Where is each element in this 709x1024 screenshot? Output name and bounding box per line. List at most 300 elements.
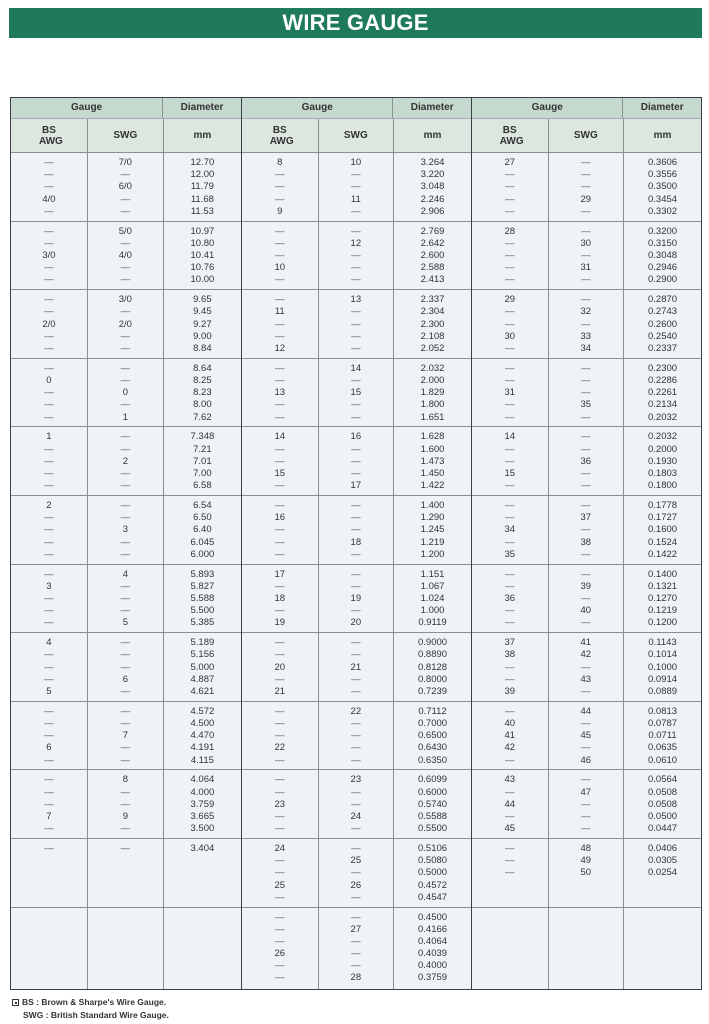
bs-awg-cell: — [44, 181, 54, 193]
swg-cell-column [87, 427, 163, 495]
diameter-cell-column [163, 222, 241, 290]
diameter-cell: 0.6099 [418, 774, 448, 786]
bs-awg-cell: — [44, 387, 54, 399]
diameter-cell-column [163, 633, 241, 701]
diameter-cell: 10.00 [190, 274, 215, 286]
swg-header: SWG [318, 119, 394, 152]
gauge-header: Gauge [301, 102, 333, 113]
bs-awg-cell-column [472, 633, 548, 701]
bs-awg-cell: — [275, 810, 285, 822]
swg-cell: — [120, 193, 131, 205]
swg-cell-column [318, 153, 394, 221]
bs-awg-cell: — [275, 536, 285, 548]
swg-header: SWG [548, 119, 624, 152]
diameter-cell: 0.1800 [647, 480, 678, 492]
diameter-cell: 0.3150 [647, 237, 678, 249]
swg-cell: 8 [122, 774, 128, 786]
swg-cell: — [351, 637, 361, 649]
bs-awg-cell: 4 [46, 637, 52, 649]
swg-cell-column [318, 770, 394, 838]
diameter-cell: 0.8000 [418, 673, 448, 685]
bs-awg-cell: — [44, 306, 54, 318]
diameter-cell: 0.3759 [418, 972, 448, 984]
bs-awg-cell: — [505, 455, 515, 467]
swg-cell: — [351, 935, 361, 947]
diameter-cell: 12.00 [190, 169, 215, 181]
diameter-cell-column [623, 153, 701, 221]
bs-awg-cell: 43 [504, 774, 516, 786]
bs-awg-cell: 10 [274, 262, 286, 274]
bs-awg-cell: — [275, 823, 285, 835]
swg-cell-column [548, 839, 624, 907]
table-row-group [242, 770, 471, 839]
diameter-cell: 0.1524 [647, 536, 678, 548]
bs-awg-cell-column [472, 153, 548, 221]
bs-awg-cell: 24 [274, 842, 286, 854]
bs-awg-cell: 16 [274, 512, 286, 524]
swg-cell: — [581, 274, 591, 286]
swg-cell: — [581, 548, 591, 560]
bs-awg-cell: — [275, 411, 285, 423]
mm-header: mm [163, 119, 241, 152]
swg-cell: 33 [580, 330, 592, 342]
diameter-cell: 0.1200 [647, 617, 678, 629]
bs-awg-cell: — [275, 480, 285, 492]
swg-cell: — [581, 169, 591, 181]
diameter-cell-column [163, 153, 241, 221]
diameter-cell: 2.413 [420, 274, 445, 286]
swg-cell: 15 [350, 387, 362, 399]
swg-header: SWG [87, 119, 163, 152]
table-row-group [242, 908, 471, 989]
bs-awg-cell-column [11, 565, 87, 633]
diameter-cell: 3.220 [420, 169, 445, 181]
diameter-cell: 0.6350 [418, 754, 448, 766]
bs-awg-cell: — [44, 169, 54, 181]
swg-cell: 31 [580, 262, 592, 274]
diameter-cell: 7.62 [193, 411, 212, 423]
bs-awg-cell: 9 [277, 205, 283, 217]
diameter-cell: 12.70 [190, 157, 215, 168]
bs-awg-cell-column [11, 427, 87, 495]
swg-cell: 9 [122, 810, 128, 822]
bs-awg-cell-column [11, 153, 87, 221]
bs-awg-cell: — [44, 661, 54, 673]
bs-awg-cell: — [44, 480, 54, 492]
swg-cell: — [351, 499, 361, 511]
swg-cell: 45 [580, 730, 592, 742]
bs-awg-cell: — [44, 205, 54, 217]
diameter-cell: 2.108 [420, 330, 445, 342]
swg-cell-column [548, 427, 624, 495]
diameter-cell: 0.5740 [418, 798, 448, 810]
bs-awg-cell: — [505, 480, 515, 492]
swg-cell: 50 [580, 867, 592, 879]
bs-awg-cell: — [505, 262, 515, 274]
diameter-cell: 0.7239 [418, 685, 448, 697]
bs-awg-cell: — [44, 157, 54, 168]
diameter-cell: 0.0813 [647, 705, 678, 717]
bs-awg-cell-column [11, 908, 87, 989]
swg-cell-column [548, 633, 624, 701]
bs-awg-cell-column [242, 908, 318, 989]
swg-cell: — [581, 443, 591, 455]
swg-cell: — [581, 774, 591, 786]
bs-awg-cell: 6 [46, 742, 52, 754]
swg-cell: — [581, 717, 591, 729]
diameter-cell: 0.0635 [647, 742, 678, 754]
diameter-cell: 0.4547 [418, 891, 448, 903]
bs-awg-cell-column [242, 839, 318, 907]
bs-awg-cell: — [44, 411, 54, 423]
diameter-cell: 0.0447 [647, 823, 678, 835]
diameter-cell: 0.0305 [647, 855, 678, 867]
diameter-cell: 0.3302 [647, 205, 678, 217]
swg-cell: — [581, 810, 591, 822]
bs-awg-cell: — [275, 330, 285, 342]
bs-awg-cell: 25 [274, 879, 286, 891]
bs-awg-cell: — [505, 237, 515, 249]
bs-awg-cell-column [472, 770, 548, 838]
swg-cell: — [351, 605, 361, 617]
header-row-top [11, 98, 241, 119]
diameter-cell: 0.3556 [647, 169, 678, 181]
swg-cell-column [548, 908, 624, 989]
bs-awg-cell: 21 [274, 685, 286, 697]
diameter-header: Diameter [392, 98, 471, 118]
swg-cell: 12 [350, 237, 362, 249]
swg-cell: — [581, 318, 591, 330]
swg-cell: — [581, 411, 591, 423]
bs-awg-cell: 19 [274, 617, 286, 629]
swg-cell: — [120, 274, 131, 286]
bs-awg-cell: 17 [274, 568, 286, 580]
bs-awg-cell: — [44, 399, 54, 411]
diameter-cell: 9.27 [193, 318, 212, 330]
swg-cell: — [351, 399, 361, 411]
swg-cell: 43 [580, 673, 592, 685]
swg-cell: — [120, 798, 131, 810]
bs-awg-cell: — [44, 330, 54, 342]
bs-awg-cell: — [505, 512, 515, 524]
swg-cell: 21 [350, 661, 362, 673]
bs-awg-header: BS AWG [38, 124, 63, 147]
table-row-group [472, 565, 701, 634]
swg-cell: — [351, 306, 361, 318]
diameter-cell: 0.2337 [647, 342, 678, 354]
swg-cell-column [87, 222, 163, 290]
table-row-group [242, 153, 471, 222]
swg-cell-column [548, 496, 624, 564]
diameter-cell: 10.76 [190, 262, 215, 274]
bs-awg-cell: — [44, 548, 54, 560]
diameter-cell: 2.000 [420, 374, 445, 386]
swg-cell: — [120, 480, 131, 492]
swg-cell: — [351, 274, 361, 286]
bs-awg-cell: — [275, 294, 285, 306]
bs-awg-cell: 36 [504, 592, 516, 604]
diameter-cell: 4.191 [190, 742, 215, 754]
swg-cell: — [120, 605, 131, 617]
diameter-cell: 4.500 [190, 717, 215, 729]
diameter-cell: 3.665 [190, 810, 215, 822]
diameter-cell-column [163, 565, 241, 633]
swg-cell: — [120, 661, 131, 673]
bs-awg-cell: — [275, 580, 285, 592]
swg-cell-column [548, 153, 624, 221]
diameter-cell: 3.048 [420, 181, 445, 193]
swg-cell: — [351, 823, 361, 835]
bs-awg-cell: — [505, 193, 515, 205]
bs-awg-cell-column [472, 290, 548, 358]
diameter-cell: 1.067 [420, 580, 445, 592]
swg-cell: — [120, 262, 131, 274]
bs-awg-cell: — [275, 318, 285, 330]
diameter-cell-column [163, 770, 241, 838]
swg-cell: 3/0 [118, 294, 132, 306]
swg-cell: — [351, 169, 361, 181]
swg-cell: — [581, 205, 591, 217]
diameter-cell: 0.0889 [647, 685, 678, 697]
bs-awg-cell-column [11, 496, 87, 564]
diameter-cell: 0.5080 [418, 855, 448, 867]
diameter-cell: 1.450 [420, 467, 445, 479]
bs-awg-cell: — [505, 399, 515, 411]
diameter-cell: 0.4064 [418, 935, 448, 947]
table-row-group [472, 839, 701, 908]
diameter-cell: 10.80 [190, 237, 215, 249]
diameter-cell: 0.9119 [418, 617, 447, 629]
swg-cell: 2 [122, 455, 128, 467]
swg-cell: — [351, 548, 361, 560]
swg-cell: 6 [122, 673, 128, 685]
diameter-cell: 5.189 [190, 637, 215, 649]
swg-cell: — [120, 786, 131, 798]
bs-awg-cell: — [275, 960, 285, 972]
bs-awg-cell: — [505, 411, 515, 423]
footnote-bs: BS : Brown & Sharpe's Wire Gauge. [22, 997, 167, 1007]
bs-awg-cell: — [505, 810, 515, 822]
table-row-group [242, 702, 471, 771]
footnote [12, 996, 169, 1022]
mm-header: mm [393, 119, 471, 152]
diameter-cell: 0.7112 [418, 705, 447, 717]
swg-cell: — [351, 342, 361, 354]
diameter-cell: 7.21 [193, 443, 212, 455]
swg-cell: 22 [350, 705, 362, 717]
diameter-cell: 3.500 [190, 823, 215, 835]
bs-awg-cell: 41 [504, 730, 516, 742]
swg-cell: 3 [122, 524, 128, 536]
bs-awg-cell: — [44, 443, 54, 455]
swg-cell: — [581, 387, 591, 399]
diameter-cell: 0.1000 [647, 661, 678, 673]
bs-awg-cell: — [275, 274, 285, 286]
swg-cell: — [120, 823, 131, 835]
swg-cell-column [548, 359, 624, 427]
bs-awg-cell: — [505, 443, 515, 455]
sub-table-3 [471, 98, 701, 989]
diameter-cell: 0.2000 [647, 443, 678, 455]
bs-awg-cell: — [275, 548, 285, 560]
bs-awg-cell: — [505, 306, 515, 318]
table-row-group [11, 290, 241, 359]
diameter-header: Diameter [622, 98, 701, 118]
swg-cell: — [120, 649, 131, 661]
swg-cell-column [548, 770, 624, 838]
diameter-cell: 2.300 [420, 318, 445, 330]
bs-awg-cell: 15 [274, 467, 286, 479]
bs-awg-cell: — [505, 754, 515, 766]
diameter-cell-column [163, 702, 241, 770]
diameter-cell: 8.64 [193, 362, 212, 374]
swg-cell: 41 [580, 637, 592, 649]
swg-cell: 19 [350, 592, 362, 604]
swg-cell: — [581, 480, 591, 492]
bs-awg-cell: — [275, 786, 285, 798]
swg-cell: 24 [350, 810, 362, 822]
bs-awg-cell: 39 [504, 685, 516, 697]
diameter-cell: 0.6430 [418, 742, 448, 754]
swg-cell: — [351, 842, 361, 854]
bs-awg-cell: — [505, 855, 515, 867]
swg-cell: — [351, 443, 361, 455]
diameter-cell: 0.0564 [647, 774, 678, 786]
bs-awg-cell: 3 [46, 580, 52, 592]
bs-awg-cell: — [505, 274, 515, 286]
diameter-cell-column [623, 496, 701, 564]
swg-cell: — [120, 592, 131, 604]
diameter-cell: 8.23 [193, 387, 212, 399]
table-row-group [11, 702, 241, 771]
swg-cell: — [120, 705, 131, 717]
swg-cell: 36 [580, 455, 592, 467]
bs-awg-cell-column [472, 702, 548, 770]
swg-cell: 4/0 [118, 249, 132, 261]
diameter-cell-column [393, 702, 471, 770]
swg-cell: — [351, 318, 361, 330]
diameter-cell: 5.000 [190, 661, 215, 673]
swg-cell: — [351, 205, 361, 217]
diameter-cell: 0.0406 [647, 842, 678, 854]
swg-cell: — [351, 742, 361, 754]
bs-awg-cell: — [275, 867, 285, 879]
swg-cell: — [351, 181, 361, 193]
bs-awg-cell: — [505, 342, 515, 354]
swg-cell: — [351, 580, 361, 592]
diameter-cell-column [393, 839, 471, 907]
swg-cell: — [351, 467, 361, 479]
swg-cell: 25 [350, 855, 362, 867]
bs-awg-cell: 4/0 [42, 193, 56, 205]
bs-awg-cell: — [505, 661, 515, 673]
header-row-bottom [472, 119, 701, 153]
swg-cell: 37 [580, 512, 592, 524]
diameter-cell: 1.219 [420, 536, 445, 548]
bs-awg-cell-column [242, 496, 318, 564]
diameter-cell: 0.4166 [418, 923, 448, 935]
swg-cell: — [351, 455, 361, 467]
swg-cell-column [548, 222, 624, 290]
diameter-cell: 1.151 [420, 568, 445, 580]
swg-cell: 18 [350, 536, 362, 548]
bs-awg-cell: 8 [277, 157, 283, 168]
bs-awg-cell-column [472, 222, 548, 290]
diameter-cell-column [163, 427, 241, 495]
swg-cell: 4 [122, 568, 128, 580]
bs-awg-cell: — [505, 181, 515, 193]
diameter-cell: 2.032 [420, 362, 445, 374]
swg-cell-column [87, 633, 163, 701]
bs-awg-cell: 5 [46, 685, 52, 697]
bs-awg-header: BS AWG [269, 124, 294, 147]
sub-tables [11, 98, 701, 989]
diameter-cell: 8.84 [193, 342, 212, 354]
swg-cell: 23 [350, 774, 362, 786]
diameter-cell: 0.2743 [647, 306, 678, 318]
table-row-group [472, 908, 701, 989]
table-row-group [242, 565, 471, 634]
bs-awg-cell: — [44, 717, 54, 729]
bs-awg-cell-column [472, 839, 548, 907]
diameter-cell: 9.00 [193, 330, 212, 342]
swg-cell: 49 [580, 855, 592, 867]
bs-awg-cell: — [505, 605, 515, 617]
diameter-cell: 1.600 [420, 443, 445, 455]
diameter-cell-column [393, 770, 471, 838]
bs-awg-cell: 28 [504, 225, 516, 237]
swg-cell-column [87, 359, 163, 427]
diameter-cell: 6.54 [193, 499, 212, 511]
bs-awg-cell: — [275, 705, 285, 717]
table-row-group [472, 633, 701, 702]
diameter-cell: 0.3200 [647, 225, 678, 237]
diameter-cell: 1.628 [420, 431, 445, 443]
bs-awg-cell: — [505, 205, 515, 217]
swg-cell: 39 [580, 580, 592, 592]
bs-awg-cell-column [242, 770, 318, 838]
diameter-cell: 8.00 [193, 399, 212, 411]
bs-awg-cell: — [275, 673, 285, 685]
bs-awg-cell: — [44, 294, 54, 306]
swg-cell: — [351, 891, 361, 903]
swg-cell: — [351, 374, 361, 386]
swg-cell: — [351, 717, 361, 729]
bs-awg-cell: — [44, 842, 54, 854]
bs-awg-cell: — [275, 935, 285, 947]
table-row-group [11, 427, 241, 496]
swg-cell-column [318, 839, 394, 907]
diameter-cell: 0.0508 [647, 786, 678, 798]
diameter-cell-column [623, 290, 701, 358]
bs-awg-cell: — [44, 774, 54, 786]
swg-cell: 35 [580, 399, 592, 411]
swg-cell: — [581, 467, 591, 479]
swg-cell-column [548, 290, 624, 358]
bs-awg-cell: — [44, 673, 54, 685]
diameter-cell: 0.1600 [647, 524, 678, 536]
swg-cell: — [120, 399, 131, 411]
bs-awg-cell-column [11, 222, 87, 290]
swg-cell: — [581, 181, 591, 193]
diameter-cell: 5.500 [190, 605, 215, 617]
diameter-cell-column [163, 839, 241, 907]
bs-awg-cell-column [11, 839, 87, 907]
bs-awg-cell: 42 [504, 742, 516, 754]
diameter-cell: 5.588 [190, 592, 215, 604]
swg-cell: — [581, 431, 591, 443]
bs-awg-cell: 35 [504, 548, 516, 560]
